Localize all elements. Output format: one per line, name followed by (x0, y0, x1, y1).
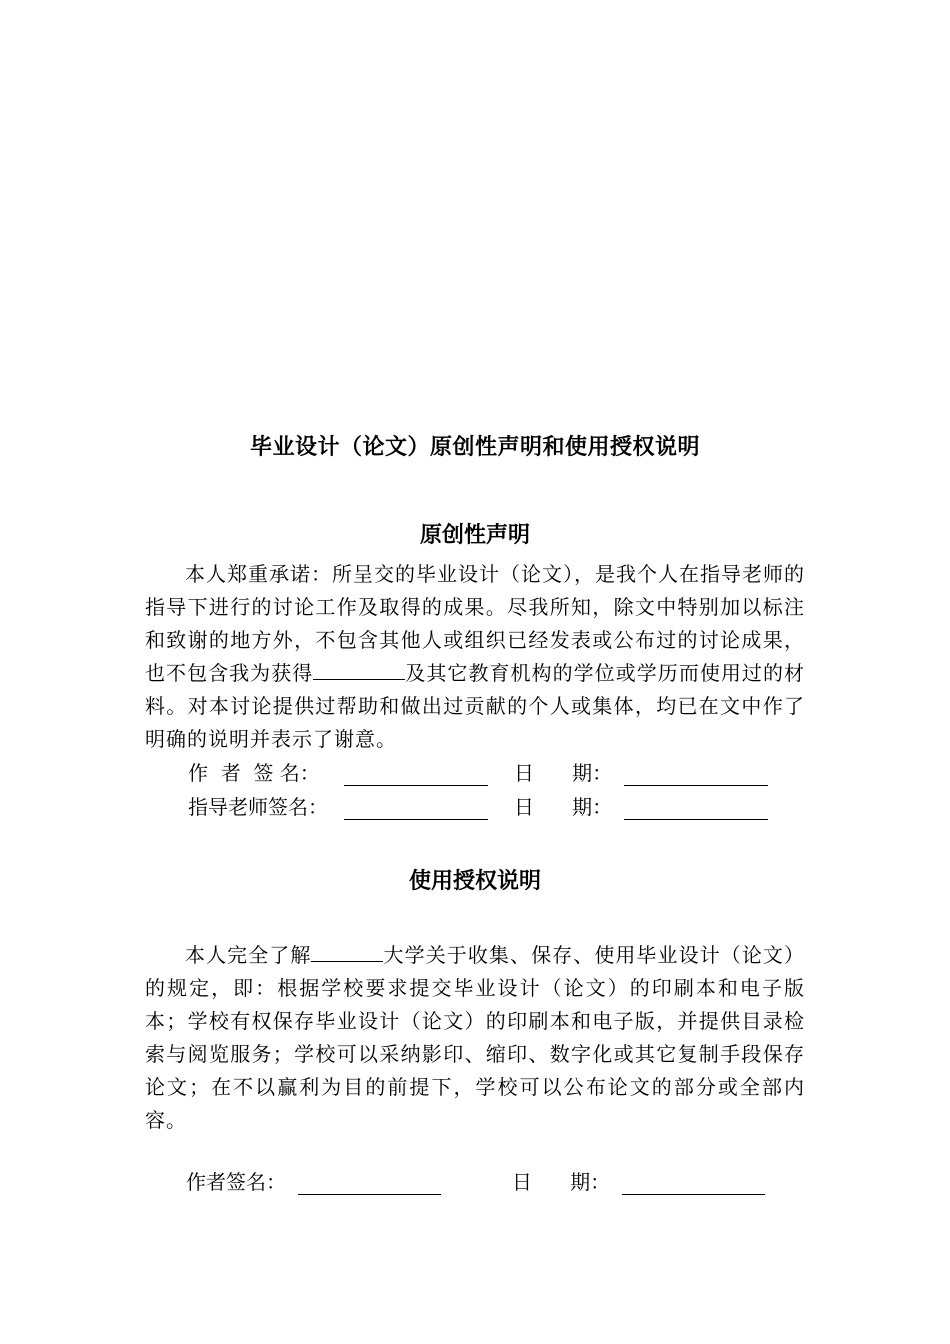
advisor-date-label: 日 期： (514, 795, 613, 819)
authorization-author-field[interactable] (298, 1166, 441, 1195)
authorization-date-field[interactable] (622, 1166, 765, 1195)
authorization-date-label: 日 期： (512, 1170, 611, 1194)
author-date-label: 日 期： (514, 761, 613, 785)
advisor-signature-row (188, 791, 808, 824)
originality-text-part-1: 本人郑重承诺：所呈交的毕业设计（论文），是我个人在指导老师的指导下进行的讨论工作及取得的成果。尽我所知，除文中特别加以标注和致谢的地方外，不包含其他人或组织已经发表或公布过的讨论成果，也不包含我为获得 (145, 562, 805, 685)
authorization-heading: 使用授权说明 (408, 869, 541, 894)
author-signature-field[interactable] (344, 757, 488, 786)
advisor-signature-field[interactable] (344, 791, 488, 820)
author-signature-label: 作 者 签 名： (188, 761, 320, 785)
author-date-field[interactable] (624, 757, 768, 786)
author-signature-row (188, 757, 808, 790)
document-title: 毕业设计（论文）原创性声明和使用授权说明 (249, 435, 700, 460)
originality-heading: 原创性声明 (419, 523, 530, 548)
degree-blank-field[interactable] (313, 659, 405, 680)
university-blank-field[interactable] (311, 941, 383, 962)
authorization-statement (145, 939, 805, 1137)
originality-text-part-2: 及其它教育机构的学位或学历而使用过的材料。对本讨论提供过帮助和做出过贡献的个人或集体，均已在文中作了明确的说明并表示了谢意。 (145, 661, 806, 751)
advisor-signature-label: 指导老师签名： (188, 795, 328, 819)
authorization-text-part-2: 大学关于收集、保存、使用毕业设计（论文）的规定，即：根据学校要求提交毕业设计（论文）的印刷本和电子版本；学校有权保存毕业设计（论文）的印刷本和电子版，并提供目录检索与阅览服务；学校可以采纳影印、缩印、数字化或其它复制手段保存论文；在不以赢利为目的前提下，学校可以公布论文的部分或全部内容。 (145, 943, 806, 1132)
advisor-date-field[interactable] (624, 791, 768, 820)
authorization-signature-row (186, 1166, 806, 1199)
originality-statement (145, 558, 805, 756)
authorization-author-label: 作者签名： (186, 1170, 286, 1194)
authorization-text-part-1: 本人完全了解 (185, 943, 312, 967)
